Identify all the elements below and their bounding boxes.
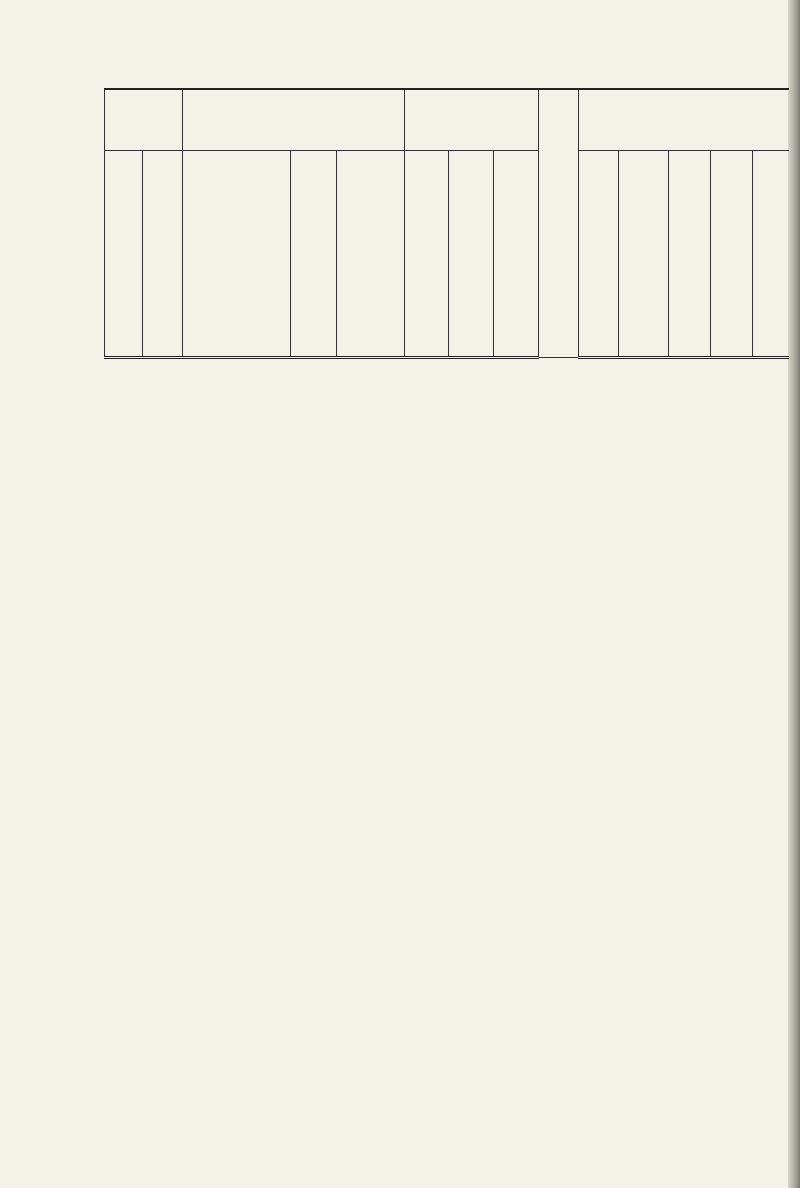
header-datum — [337, 151, 405, 358]
header-diarrhoe — [405, 151, 449, 358]
page-edge-shadow — [788, 0, 800, 1188]
header-geschlecht — [105, 151, 143, 358]
trichinosis-case-table — [104, 88, 789, 359]
header-haerte — [579, 151, 619, 358]
header-muskel — [494, 151, 539, 358]
header-oedem-augen — [619, 151, 669, 358]
header-haupt — [579, 89, 789, 151]
header-art — [183, 151, 291, 358]
header-eintritt — [539, 89, 579, 358]
header-kranken — [105, 89, 183, 151]
header-dyspnoe — [753, 151, 789, 358]
header-erste — [405, 89, 539, 151]
header-alter — [143, 151, 183, 358]
header-fleisch — [183, 89, 405, 151]
header-haut — [711, 151, 753, 358]
header-quantum — [291, 151, 337, 358]
header-oedem-extr — [669, 151, 711, 358]
header-erbrechen — [449, 151, 494, 358]
